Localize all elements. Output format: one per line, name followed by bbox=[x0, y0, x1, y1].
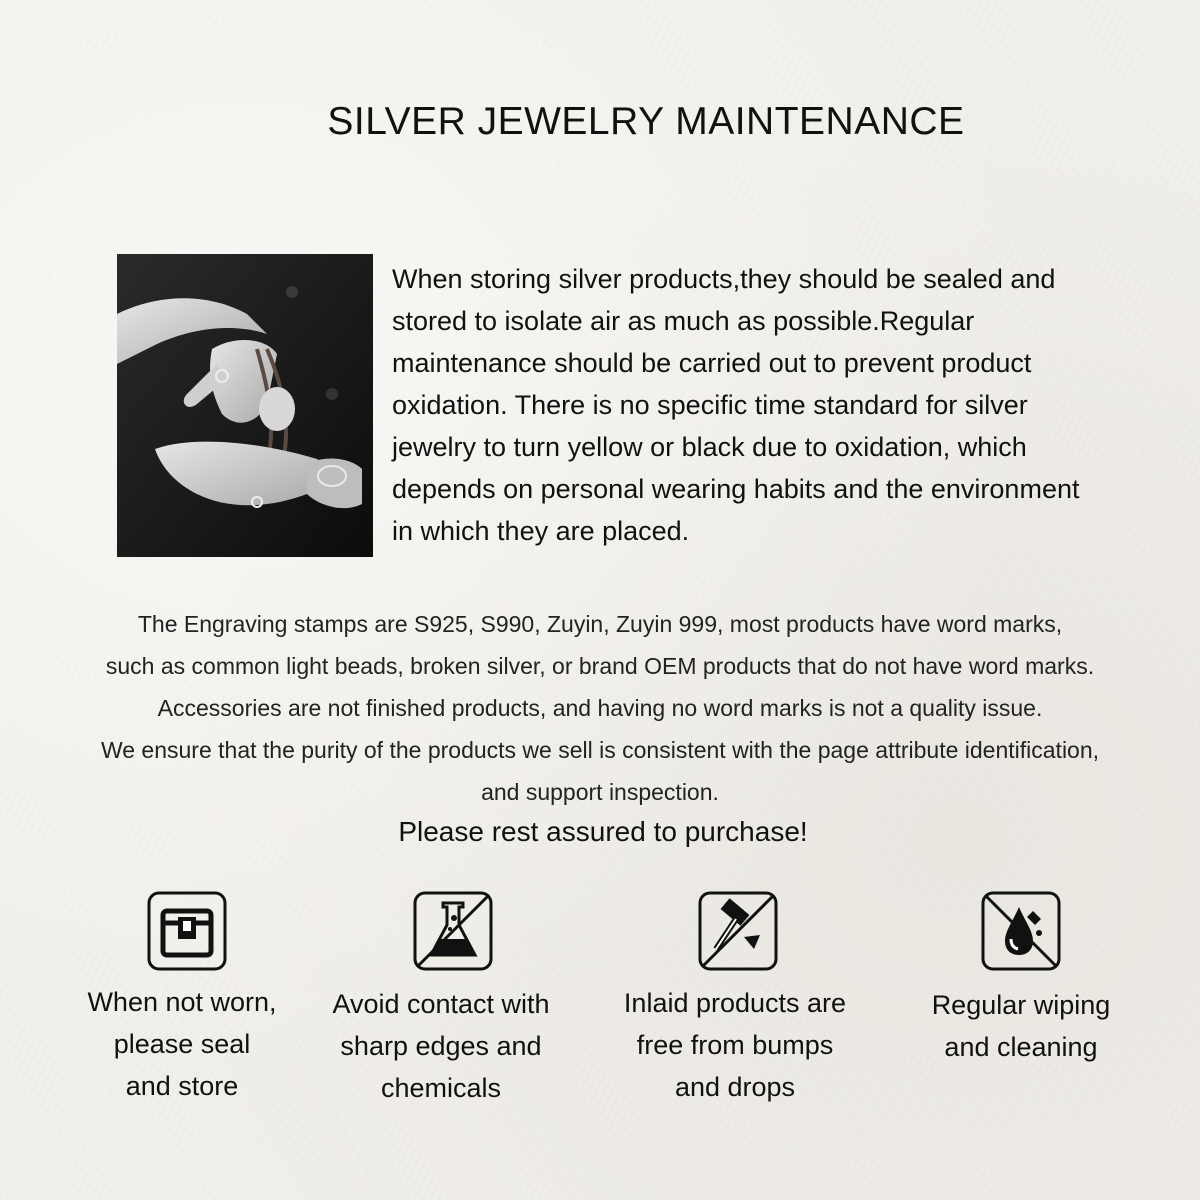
feature-label-line: chemicals bbox=[380, 1073, 502, 1103]
feature-label-line: Regular wiping bbox=[931, 990, 1111, 1020]
feature-label-line: free from bumps bbox=[636, 1030, 834, 1060]
feature-label-line: and cleaning bbox=[944, 1032, 1098, 1062]
intro-line: oxidation. There is no specific time standard for silver bbox=[392, 390, 1028, 420]
feature-label-avoid-contact bbox=[316, 983, 566, 1109]
feature-label-wiping-cleaning bbox=[916, 984, 1126, 1068]
no-chemicals-icon bbox=[413, 891, 493, 971]
purity-note-line: and support inspection. bbox=[481, 779, 719, 805]
intro-paragraph bbox=[392, 258, 1172, 552]
feature-label-line: Avoid contact with bbox=[332, 989, 550, 1019]
intro-line: in which they are placed. bbox=[392, 516, 690, 546]
feature-label-line: sharp edges and bbox=[340, 1031, 542, 1061]
engraving-note-line: The Engraving stamps are S925, S990, Zuyin, Zuyin 999, most products have word marks, bbox=[137, 611, 1063, 637]
feature-label-seal-store bbox=[72, 981, 292, 1107]
feature-label-line: and drops bbox=[674, 1072, 796, 1102]
no-hammer-icon bbox=[698, 891, 778, 971]
feature-label-inlaid-products bbox=[606, 982, 864, 1108]
sealed-box-icon bbox=[147, 891, 227, 971]
intro-line: depends on personal wearing habits and the environment bbox=[392, 474, 1080, 504]
engraving-note-line: Accessories are not finished products, and having no word marks is not a quality issue. bbox=[157, 695, 1043, 721]
assurance-text: Please rest assured to purchase! bbox=[398, 816, 808, 847]
intro-line: maintenance should be carried out to prevent product bbox=[392, 348, 1032, 378]
purity-note-line: We ensure that the purity of the products we sell is consistent with the page attribute identification, bbox=[100, 737, 1100, 763]
page-title: SILVER JEWELRY MAINTENANCE bbox=[327, 100, 965, 143]
intro-line: When storing silver products,they should be sealed and bbox=[392, 264, 1056, 294]
feature-label-line: please seal bbox=[113, 1029, 251, 1059]
feature-label-line: Inlaid products are bbox=[623, 988, 847, 1018]
intro-line: stored to isolate air as much as possible.Regular bbox=[392, 306, 975, 336]
engraving-note-line: such as common light beads, broken silver, or brand OEM products that do not have word marks. bbox=[105, 653, 1095, 679]
feature-label-line: When not worn, bbox=[87, 987, 277, 1017]
intro-line: jewelry to turn yellow or black due to oxidation, which bbox=[392, 432, 1027, 462]
hands-jewelry-photo bbox=[117, 254, 373, 557]
feature-label-line: and store bbox=[125, 1071, 239, 1101]
water-drop-cleaning-icon bbox=[981, 891, 1061, 971]
